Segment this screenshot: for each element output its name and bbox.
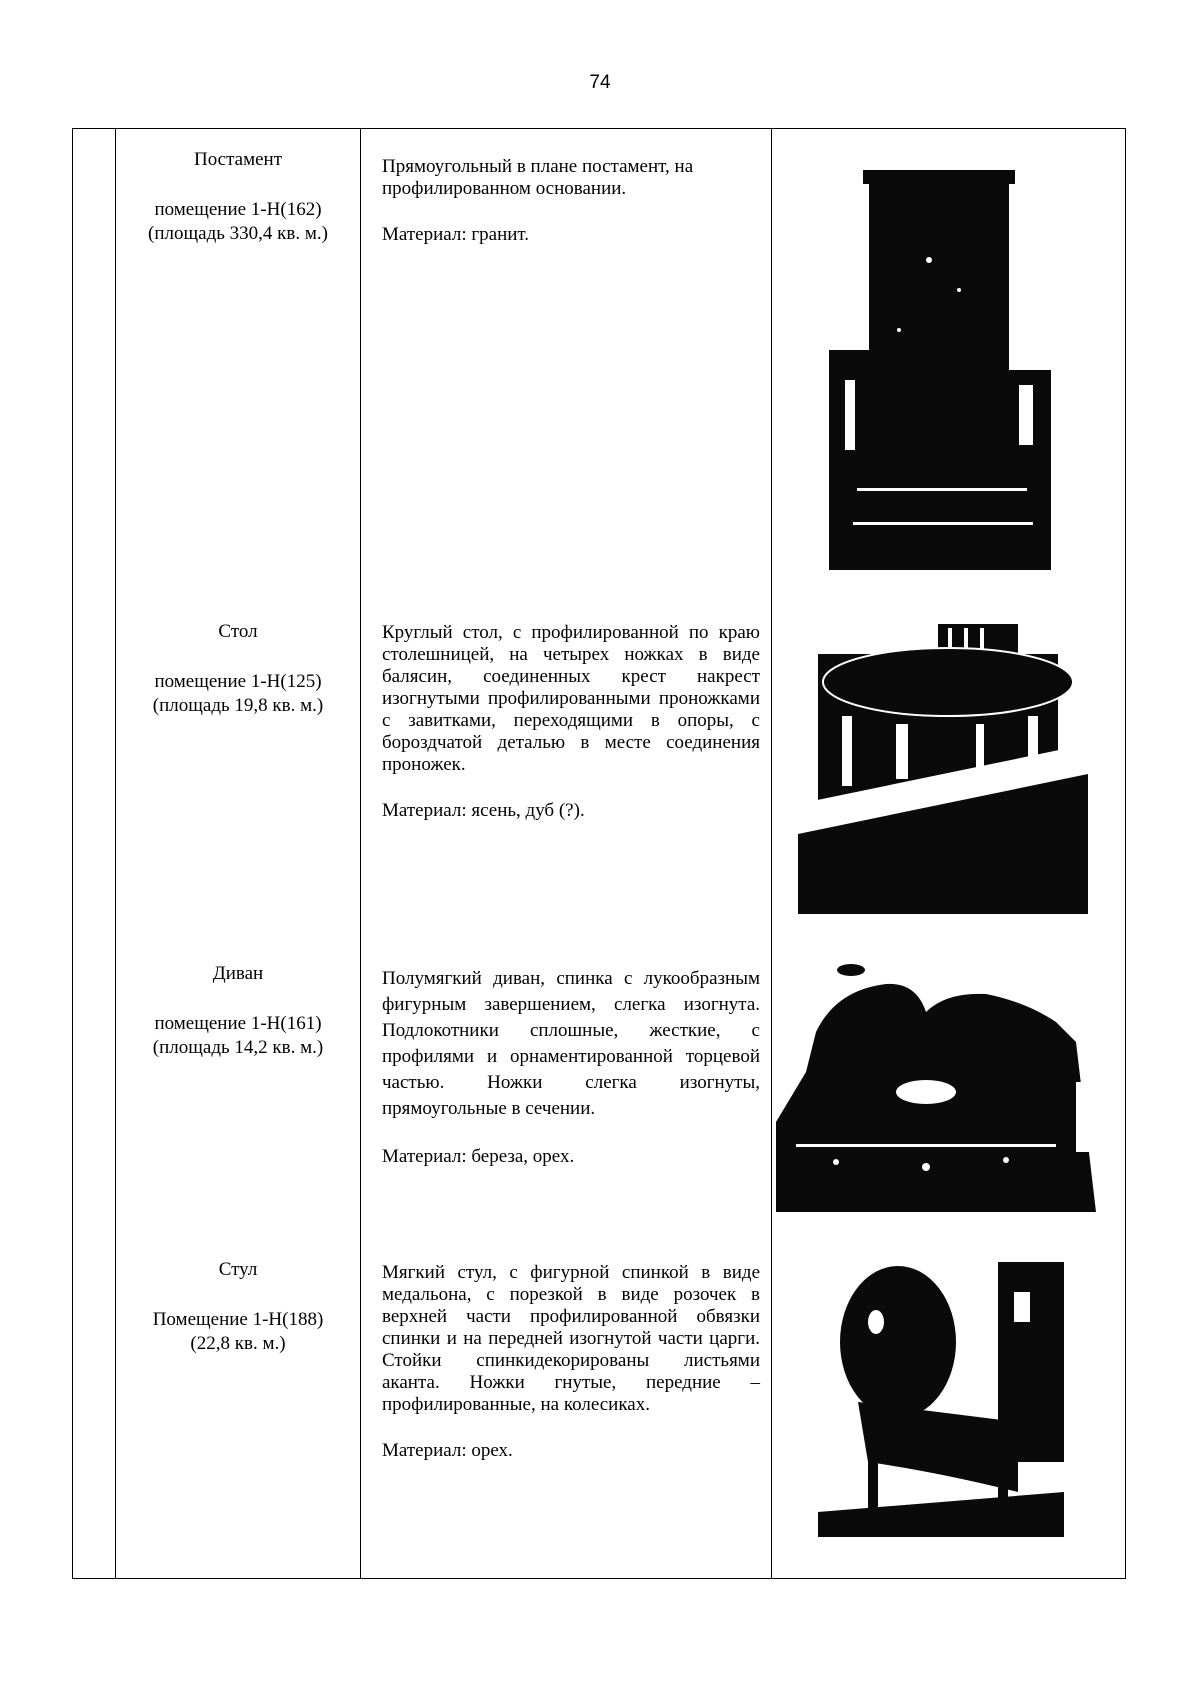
item-description: Прямоугольный в плане постамент, на профилированном основании.: [382, 156, 694, 199]
chair-photo: [818, 1262, 1064, 1550]
item-description-cell: [382, 966, 760, 1168]
item-material: Материал: береза, орех.: [382, 1146, 575, 1167]
item-title: Постамент: [193, 149, 283, 170]
item-location: помещение 1-Н(162): [154, 199, 322, 220]
item-location: Помещение 1-Н(188): [152, 1309, 324, 1330]
item-area: (площадь 330,4 кв. м.): [148, 223, 328, 244]
pedestal-photo: [829, 170, 1051, 570]
item-material: Материал: орех.: [382, 1440, 513, 1461]
item-description: Полумягкий диван, спинка с лукообразным фигурным завершением, слегка изогнута. Подлокотники сплошные, жесткие, с профилями и орнаментированной торцевой частью. Ножки слегка изогнуты, прямоугольные в сечении.: [382, 968, 760, 1119]
item-description-cell: [382, 156, 760, 246]
item-title: Диван: [212, 963, 264, 984]
item-material: Материал: гранит.: [382, 224, 530, 245]
item-area: (22,8 кв. м.): [190, 1333, 286, 1354]
page-number: 74: [589, 72, 611, 93]
item-location: помещение 1-Н(161): [154, 1013, 322, 1034]
table-photo: [798, 624, 1088, 914]
item-area: (площадь 14,2 кв. м.): [152, 1037, 324, 1058]
item-description-cell: [382, 1262, 760, 1462]
item-description: Мягкий стул, с фигурной спинкой в виде медальона, с порезкой в виде розочек в верхней части профилированной обвязки спинки и на передней изогнутой части царги. Стойки спинкидекорированы листьями аканта. Ножки гнутые, передние – профилированные, на колесиках.: [382, 1262, 760, 1415]
item-description-cell: [382, 622, 760, 822]
item-name-cell: [117, 1258, 359, 1356]
item-name-cell: [117, 620, 359, 718]
column-divider: [115, 128, 116, 1579]
column-divider: [360, 128, 361, 1579]
item-location: помещение 1-Н(125): [154, 671, 322, 692]
item-name-cell: [117, 962, 359, 1060]
item-description: Круглый стол, с профилированной по краю столешницей, на четырех ножках в виде балясин, соединенных крест накрест изогнутыми профилированными проножками с завитками, переходящими в опоры, с бороздчатой деталью в месте соединения проножек.: [382, 622, 760, 775]
sofa-photo: [776, 962, 1096, 1212]
item-title: Стол: [218, 621, 258, 642]
item-name-cell: [117, 148, 359, 246]
item-title: Стул: [218, 1259, 258, 1280]
item-material: Материал: ясень, дуб (?).: [382, 800, 585, 821]
item-area: (площадь 19,8 кв. м.): [152, 695, 324, 716]
column-divider: [771, 128, 772, 1579]
